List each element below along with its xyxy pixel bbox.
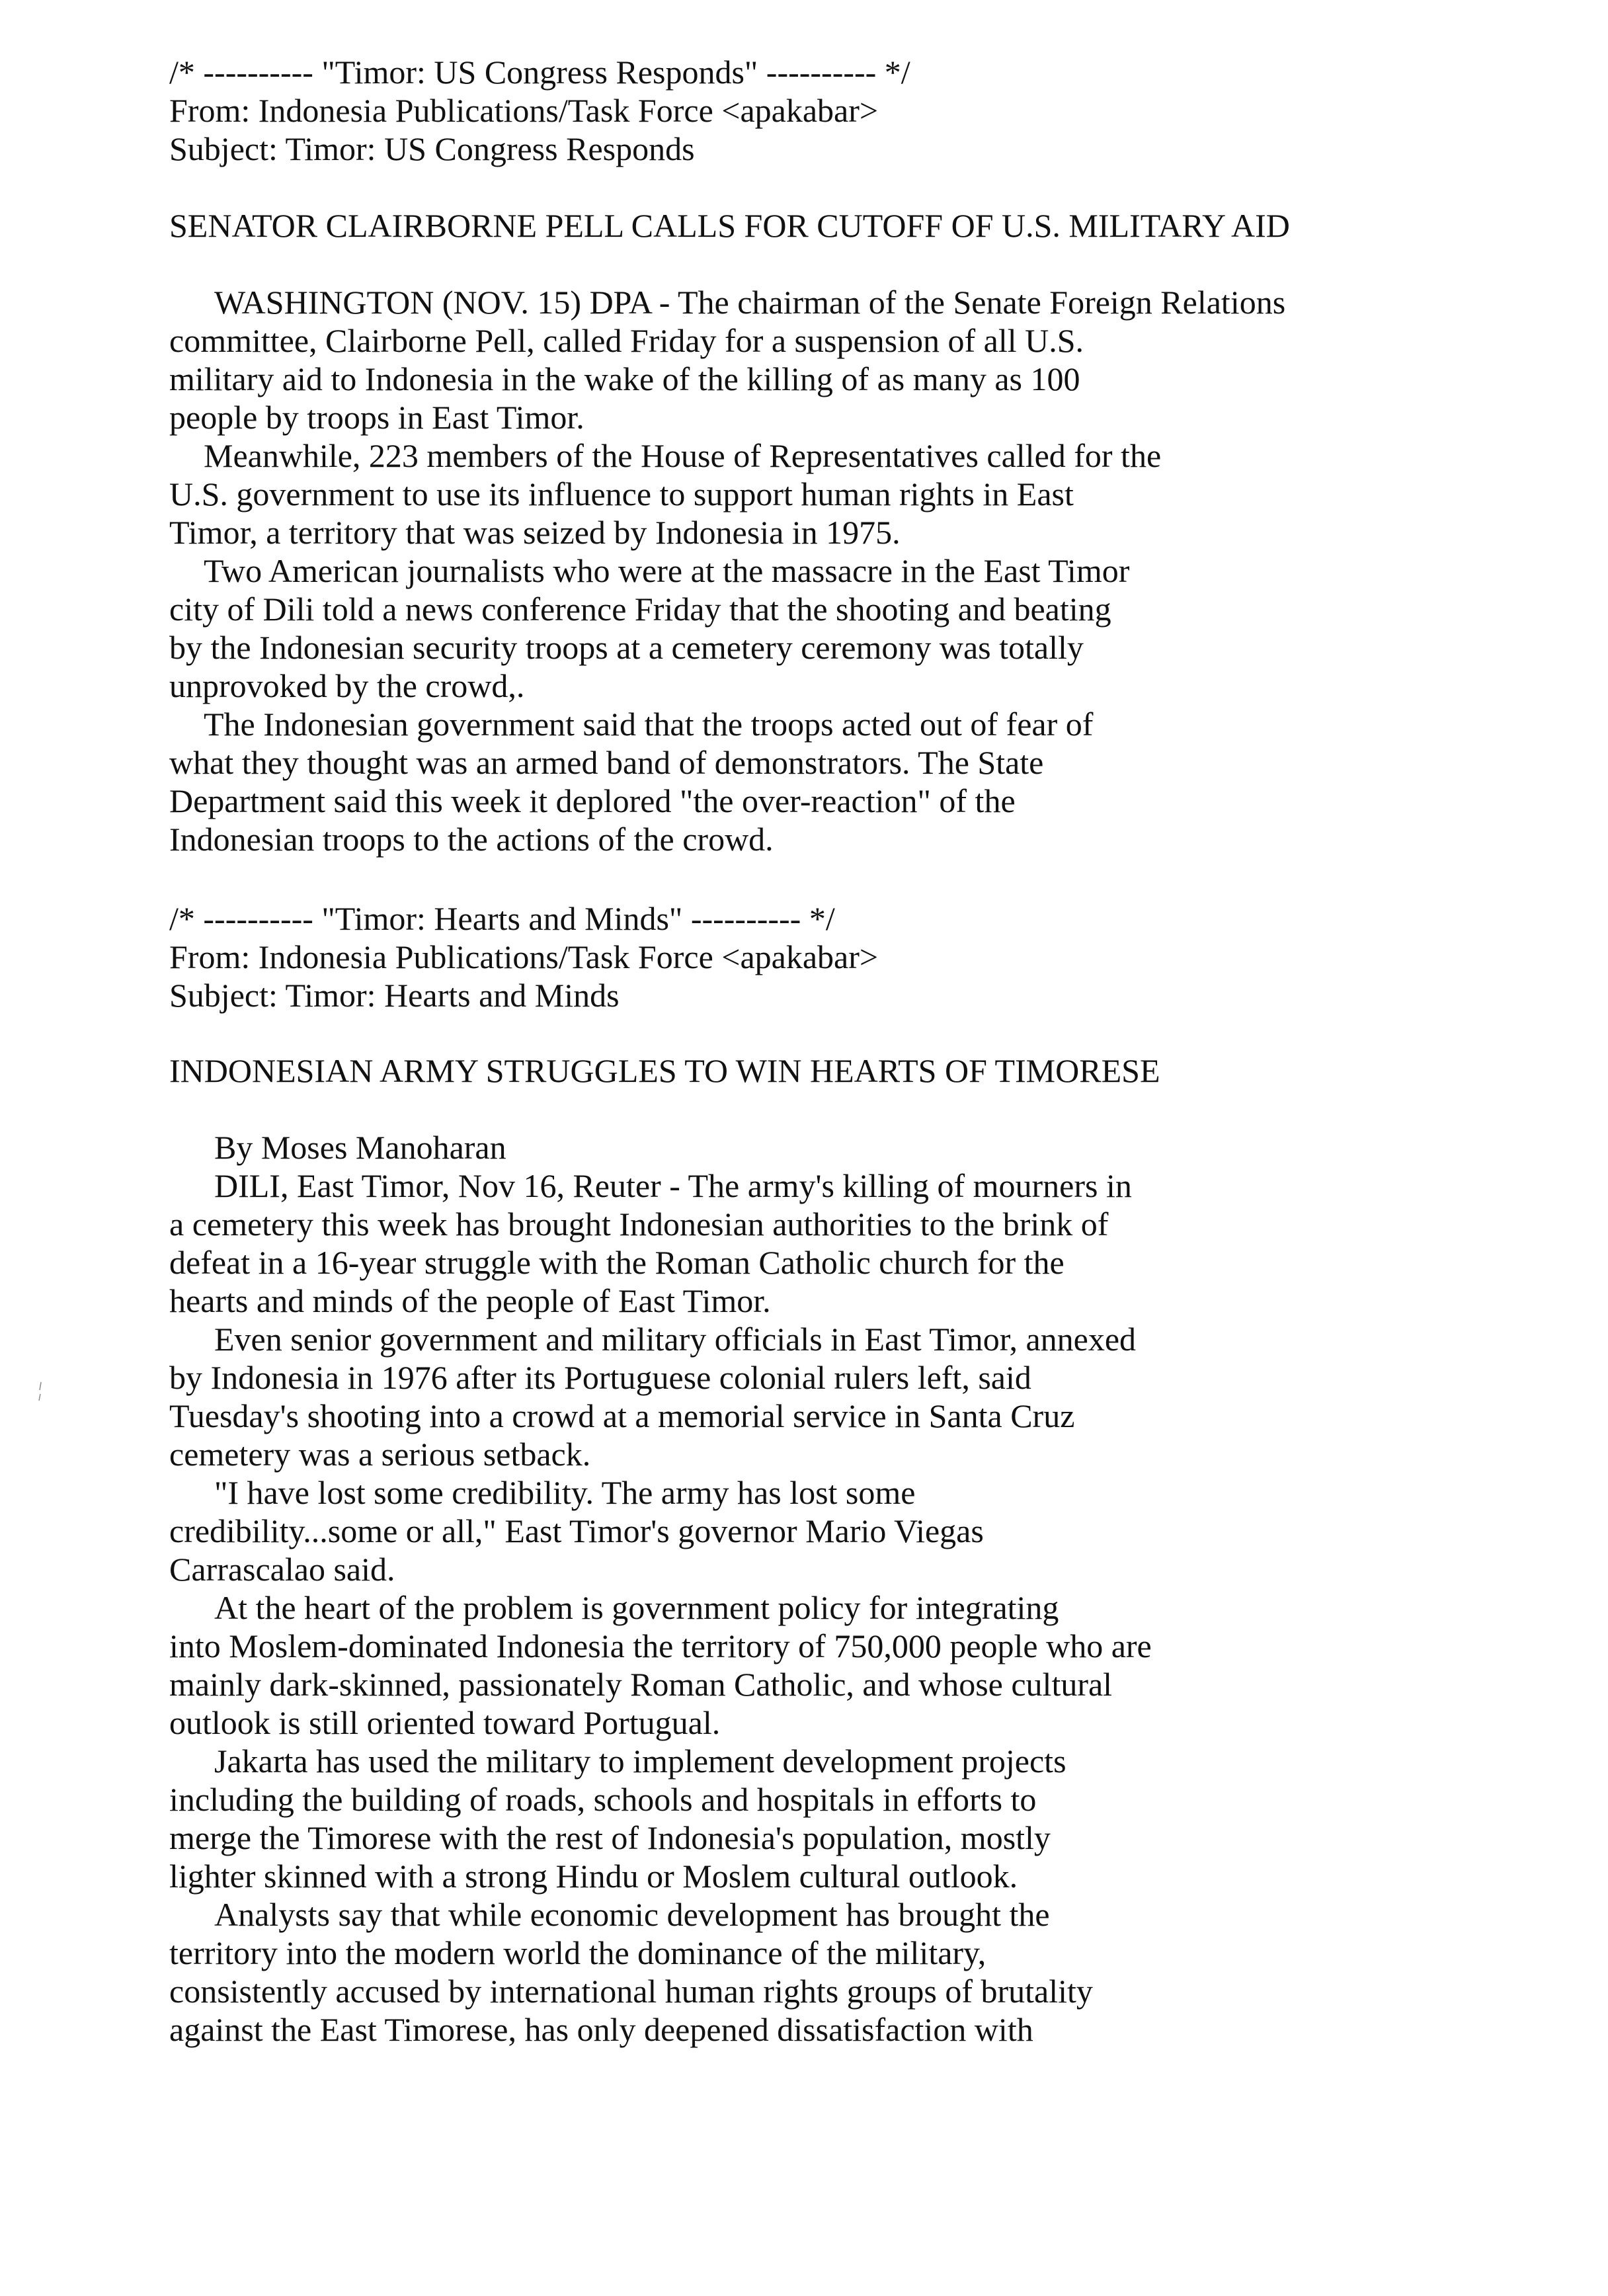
text-line: committee, Clairborne Pell, called Friday for a suspension of all U.S. — [169, 322, 1084, 359]
text-line: outlook is still oriented toward Portugual. — [169, 1704, 721, 1741]
article-1-separator: /* ---------- "Timor: US Congress Responds" ---------- */ — [169, 54, 910, 91]
text-line: including the building of roads, schools and hospitals in efforts to — [169, 1781, 1037, 1818]
text-line: what they thought was an armed band of demonstrators. The State — [169, 744, 1044, 781]
text-line: people by troops in East Timor. — [169, 399, 584, 436]
text-line: by the Indonesian security troops at a cemetery ceremony was totally — [169, 629, 1084, 666]
article-2-paragraph — [169, 1320, 1152, 1473]
text-line: The Indonesian government said that the troops acted out of fear of — [204, 706, 1094, 743]
article-2-subject-line: Subject: Timor: Hearts and Minds — [169, 977, 620, 1014]
text-line: U.S. government to use its influence to support human rights in East — [169, 475, 1074, 512]
article-2-body — [169, 1128, 1152, 2049]
text-line: WASHINGTON (NOV. 15) DPA - The chairman of the Senate Foreign Relations — [214, 284, 1286, 321]
text-line: territory into the modern world the dominance of the military, — [169, 1934, 986, 1971]
text-line: against the East Timorese, has only deepened dissatisfaction with — [169, 2011, 1033, 2048]
article-1-paragraph — [169, 283, 1285, 436]
text-line: a cemetery this week has brought Indonesian authorities to the brink of — [169, 1206, 1109, 1243]
text-line: Meanwhile, 223 members of the House of Representatives called for the — [204, 437, 1162, 474]
text-line: Carrascalao said. — [169, 1551, 395, 1588]
text-line: Analysts say that while economic development has brought the — [214, 1896, 1050, 1933]
article-1-from-line: From: Indonesia Publications/Task Force <apakabar> — [169, 92, 879, 129]
text-line: cemetery was a serious setback. — [169, 1436, 591, 1473]
article-2-from-line: From: Indonesia Publications/Task Force <apakabar> — [169, 938, 879, 975]
text-line: Timor, a territory that was seized by Indonesia in 1975. — [169, 514, 901, 551]
text-line: military aid to Indonesia in the wake of the killing of as many as 100 — [169, 360, 1080, 397]
article-1-paragraph — [169, 436, 1285, 552]
text-line: Jakarta has used the military to implement development projects — [214, 1742, 1066, 1780]
text-line: Two American journalists who were at the massacre in the East Timor — [204, 552, 1130, 589]
article-1-headline-block — [169, 206, 1290, 245]
text-line: DILI, East Timor, Nov 16, Reuter - The army's killing of mourners in — [214, 1167, 1132, 1204]
text-line: Tuesday's shooting into a crowd at a memorial service in Santa Cruz — [169, 1397, 1075, 1434]
article-2-headline-block — [169, 1051, 1160, 1090]
text-line: by Indonesia in 1976 after its Portuguese colonial rulers left, said — [169, 1359, 1031, 1396]
article-1-subject-line: Subject: Timor: US Congress Responds — [169, 130, 695, 167]
text-line: hearts and minds of the people of East Timor. — [169, 1282, 771, 1319]
article-2-paragraph — [169, 1588, 1152, 1742]
text-line: merge the Timorese with the rest of Indonesia's population, mostly — [169, 1819, 1051, 1856]
article-2-headline: INDONESIAN ARMY STRUGGLES TO WIN HEARTS OF TIMORESE — [169, 1052, 1160, 1089]
article-1-headline: SENATOR CLAIRBORNE PELL CALLS FOR CUTOFF OF U.S. MILITARY AID — [169, 207, 1290, 244]
text-line: defeat in a 16-year struggle with the Roman Catholic church for the — [169, 1244, 1065, 1281]
article-2-header — [169, 899, 878, 1014]
article-2-separator: /* ---------- "Timor: Hearts and Minds" ---------- */ — [169, 900, 835, 937]
article-2-byline: By Moses Manoharan — [214, 1129, 506, 1166]
text-line: lighter skinned with a strong Hindu or Moslem cultural outlook. — [169, 1858, 1018, 1895]
scan-speck-mark — [37, 1381, 44, 1403]
article-2-paragraph — [169, 1473, 1152, 1588]
article-1-paragraph — [169, 552, 1285, 705]
text-line: city of Dili told a news conference Friday that the shooting and beating — [169, 591, 1111, 628]
text-line: into Moslem-dominated Indonesia the territory of 750,000 people who are — [169, 1627, 1152, 1664]
text-line: credibility...some or all," East Timor's governor Mario Viegas — [169, 1512, 984, 1549]
article-2-paragraph — [169, 1742, 1152, 1895]
article-2-paragraph — [169, 1167, 1152, 1320]
text-line: Indonesian troops to the actions of the crowd. — [169, 821, 774, 858]
article-1-paragraph — [169, 705, 1285, 858]
text-line: consistently accused by international human rights groups of brutality — [169, 1973, 1093, 2010]
text-line: mainly dark-skinned, passionately Roman Catholic, and whose cultural — [169, 1666, 1113, 1703]
article-1-header — [169, 53, 910, 168]
text-line: unprovoked by the crowd,. — [169, 667, 525, 704]
article-1-body — [169, 283, 1285, 858]
article-2-paragraph — [169, 1895, 1152, 2049]
text-line: "I have lost some credibility. The army has lost some — [214, 1474, 916, 1511]
text-line: Even senior government and military officials in East Timor, annexed — [214, 1321, 1137, 1358]
text-line: At the heart of the problem is government policy for integrating — [214, 1589, 1059, 1626]
text-line: Department said this week it deplored "the over-reaction" of the — [169, 782, 1016, 819]
